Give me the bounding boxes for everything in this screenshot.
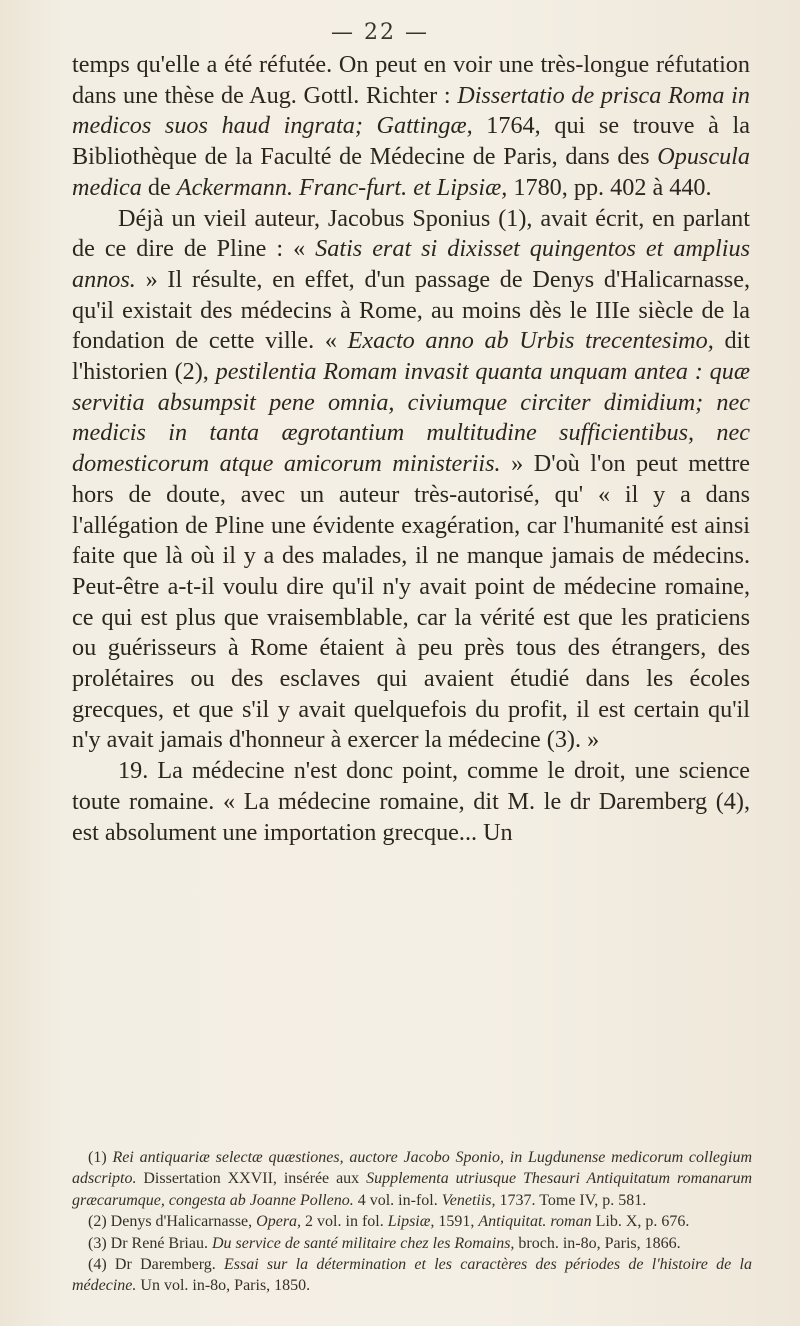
footnote-3: (3) Dr René Briau. Du service de santé militaire chez les Romains, broch. in-8o, Paris, 1866.: [88, 1234, 681, 1252]
footnote-1: (1) Rei antiquariæ selectæ quæstiones, auctore Jacobo Sponio, in Lugdunense medicorum collegium adscripto. Dissertation XXVII, insérée aux Supplementa utriusque Thesauri Antiquitatum romanarum græcarumque, congesta ab Joanne Polleno. 4 vol. in-fol. Venetiis, 1737. Tome IV, p. 581.: [72, 1149, 753, 1209]
footnote-4: (4) Dr Daremberg. Essai sur la détermination et les caractères des périodes de l'histoire de la médecine. Un vol. in-8o, Paris, 1850.: [72, 1256, 752, 1295]
paragraph-3: 19. La médecine n'est donc point, comme le droit, une science toute romaine. « La médecine romaine, dit M. le dr Daremberg (4), est absolument une importation grecque... Un: [72, 757, 750, 846]
paragraph-2: Déjà un vieil auteur, Jacobus Sponius (1), avait écrit, en parlant de ce dire de Pline : « Satis erat si dixisset quingentos et amplius annos. » Il résulte, en effet, d'un passage de Denys d'Halicarnasse, qu'il existait des médecins à Rome, au moins dès le IIIe siècle de la fondation de cette ville. « Exacto anno ab Urbis trecentesimo, dit l'historien (2), pestilentia Romam invasit quanta unquam antea : quæ servitia absumpsit pene omnia, civiumque circiter dimidium; nec medicis in tanta ægrotantium multitudine sufficientibus, nec domesticorum atque amicorum ministeriis. » D'où l'on peut mettre hors de doute, avec un auteur très-autorisé, qu' « il y a dans l'allégation de Pline une évidente exagération, car l'humanité est ainsi faite que là où il y a des malades, il ne manque jamais de médecins. Peut-être a-t-il voulu dire qu'il n'y avait point de médecine romaine, ce qui est plus que vraisemblable, car la vérité est que les praticiens ou guérisseurs à Rome étaient à peu près tous des étrangers, des prolétaires ou des esclaves qui avaient étudié dans les écoles grecques, et que s'il y avait quelquefois du profit, il est certain qu'il n'y avait jamais d'honneur à exercer la médecine (3). »: [72, 204, 750, 754]
main-text: [72, 50, 750, 848]
page-number: — 22 —: [331, 20, 429, 45]
paragraph-1: temps qu'elle a été réfutée. On peut en voir une très-longue réfutation dans une thèse de Aug. Gottl. Richter : Dissertatio de prisca Roma in medicos suos haud ingrata; Gattingæ, 1764, qui se trouve à la Bibliothèque de la Faculté de Médecine de Paris, dans des Opuscula medica de Ackermann. Franc-furt. et Lipsiæ, 1780, pp. 402 à 440.: [72, 51, 750, 201]
footnote-2: (2) Denys d'Halicarnasse, Opera, 2 vol. in fol. Lipsiæ, 1591, Antiquitat. roman Lib. X, p. 676.: [88, 1213, 690, 1231]
footnotes: [72, 1147, 752, 1297]
